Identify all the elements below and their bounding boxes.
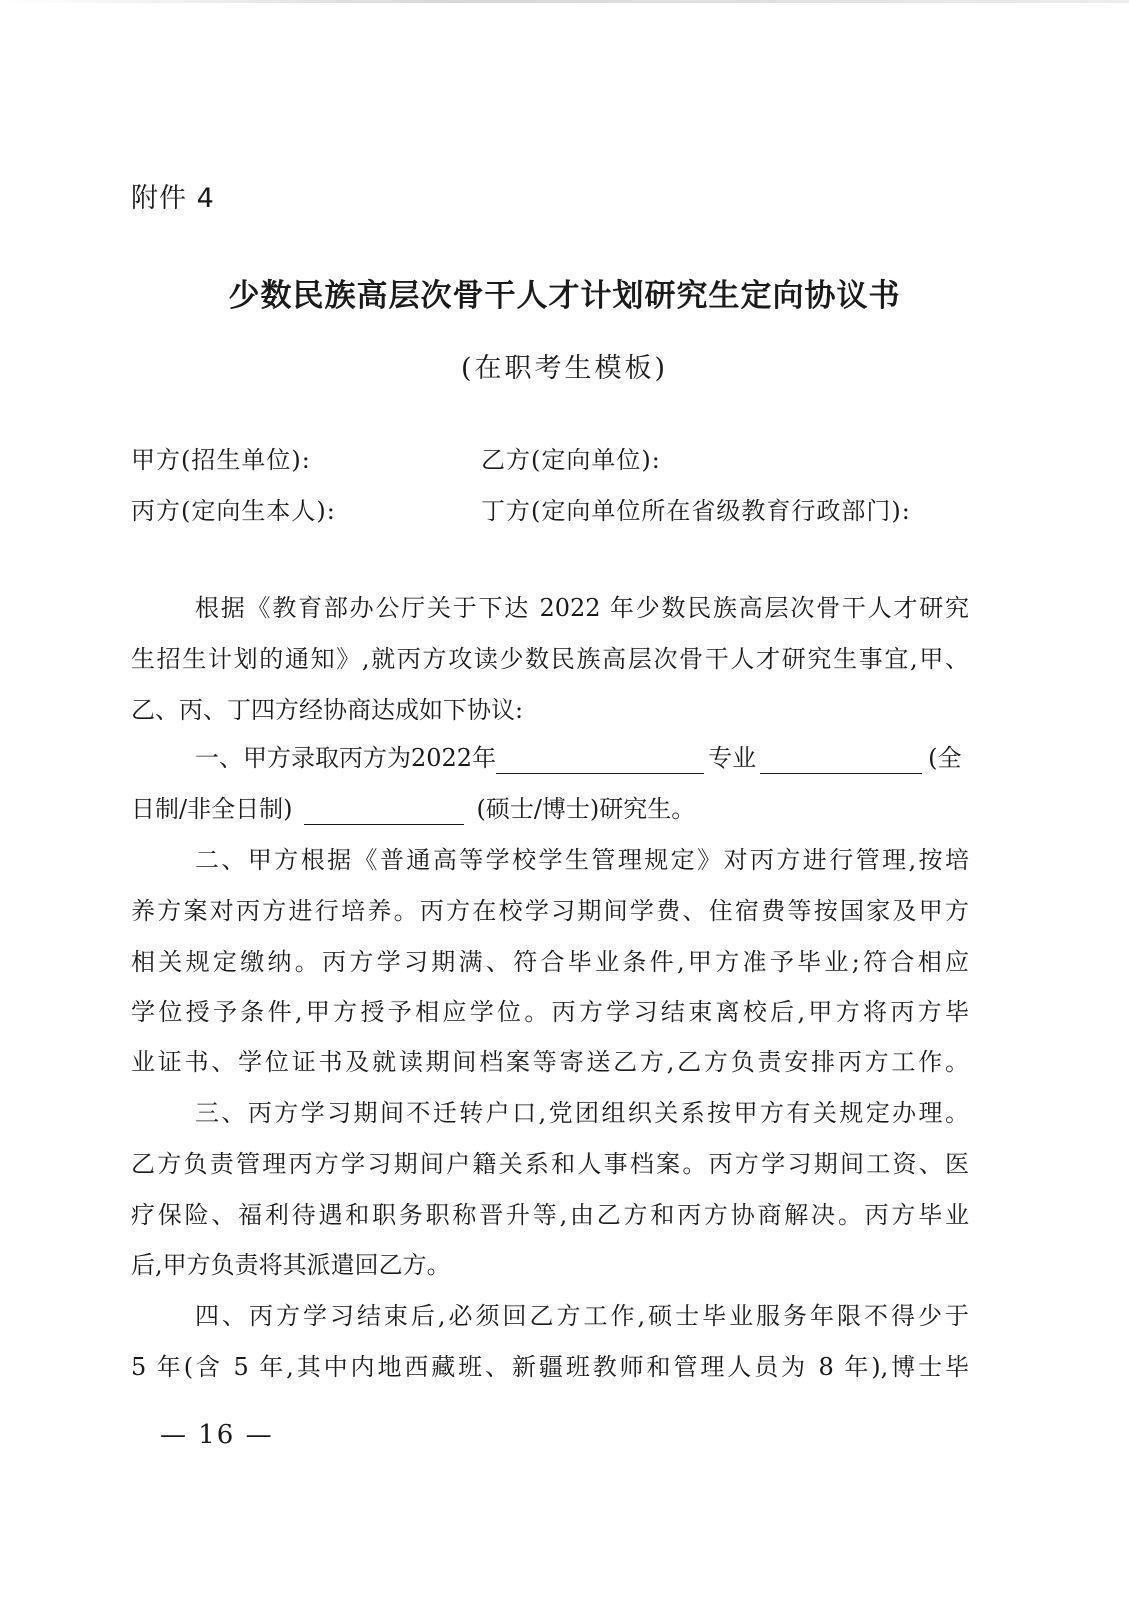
- clause-3-line-4: 后,甲方负责将其派遣回乙方。: [131, 1251, 451, 1279]
- scan-edge: [0, 0, 1129, 3]
- document-title: 少数民族高层次骨干人才计划研究生定向协议书: [228, 278, 901, 314]
- party-bing: 丙方(定向生本人):: [131, 497, 336, 525]
- clause-1-text-e: (硕士/博士)研究生。: [476, 795, 696, 823]
- page-number: — 16 —: [160, 1420, 274, 1450]
- attachment-label: 附件 4: [131, 183, 215, 214]
- clause-1-text-d: 日制/非全日制): [131, 795, 293, 823]
- preamble-line-1: 根据《教育部办公厅关于下达 2022 年少数民族高层次骨干人才研究: [195, 594, 969, 622]
- clause-1-line-1: [195, 742, 969, 774]
- party-ding: 丁方(定向单位所在省级教育行政部门):: [481, 497, 911, 525]
- study-mode-blank[interactable]: [760, 749, 922, 774]
- clause-2-line-5: 业证书、学位证书及就读期间档案等寄送乙方,乙方负责安排丙方工作。: [131, 1048, 969, 1076]
- major-blank[interactable]: [496, 749, 704, 774]
- clause-2-line-1: 二、甲方根据《普通高等学校学生管理规定》对丙方进行管理,按培: [195, 846, 969, 874]
- clause-2-line-4: 学位授予条件,甲方授予相应学位。丙方学习结束离校后,甲方将丙方毕: [131, 998, 969, 1026]
- clause-3-line-1: 三、丙方学习期间不迁转户口,党团组织关系按甲方有关规定办理。: [195, 1099, 969, 1127]
- preamble-line-3: 乙、丙、丁四方经协商达成如下协议:: [131, 696, 524, 724]
- degree-blank[interactable]: [304, 800, 464, 825]
- clause-1-line-2: [131, 793, 969, 825]
- clause-1-text-b: 专业: [708, 744, 757, 772]
- party-jia: 甲方(招生单位):: [131, 446, 311, 474]
- clause-2-line-2: 养方案对丙方进行培养。丙方在校学习期间学费、住宿费等按国家及甲方: [131, 897, 969, 925]
- document-subtitle: (在职考生模板): [460, 353, 669, 384]
- clause-4-line-1: 四、丙方学习结束后,必须回乙方工作,硕士毕业服务年限不得少于: [195, 1302, 969, 1330]
- clause-3-line-2: 乙方负责管理丙方学习期间户籍关系和人事档案。丙方学习期间工资、医: [131, 1150, 969, 1178]
- clause-1-text-c: (全: [928, 744, 962, 772]
- clause-1-text-a: 一、甲方录取丙方为2022年: [195, 744, 497, 772]
- clause-3-line-3: 疗保险、福利待遇和职务职称晋升等,由乙方和丙方协商解决。丙方毕业: [131, 1201, 969, 1229]
- party-yi: 乙方(定向单位):: [481, 446, 661, 474]
- clause-2-line-3: 相关规定缴纳。丙方学习期满、符合毕业条件,甲方准予毕业;符合相应: [131, 948, 969, 976]
- preamble-line-2: 生招生计划的通知》,就丙方攻读少数民族高层次骨干人才研究生事宜,甲、: [131, 645, 969, 673]
- clause-4-line-2: 5 年(含 5 年,其中内地西藏班、新疆班教师和管理人员为 8 年),博士毕: [131, 1353, 969, 1381]
